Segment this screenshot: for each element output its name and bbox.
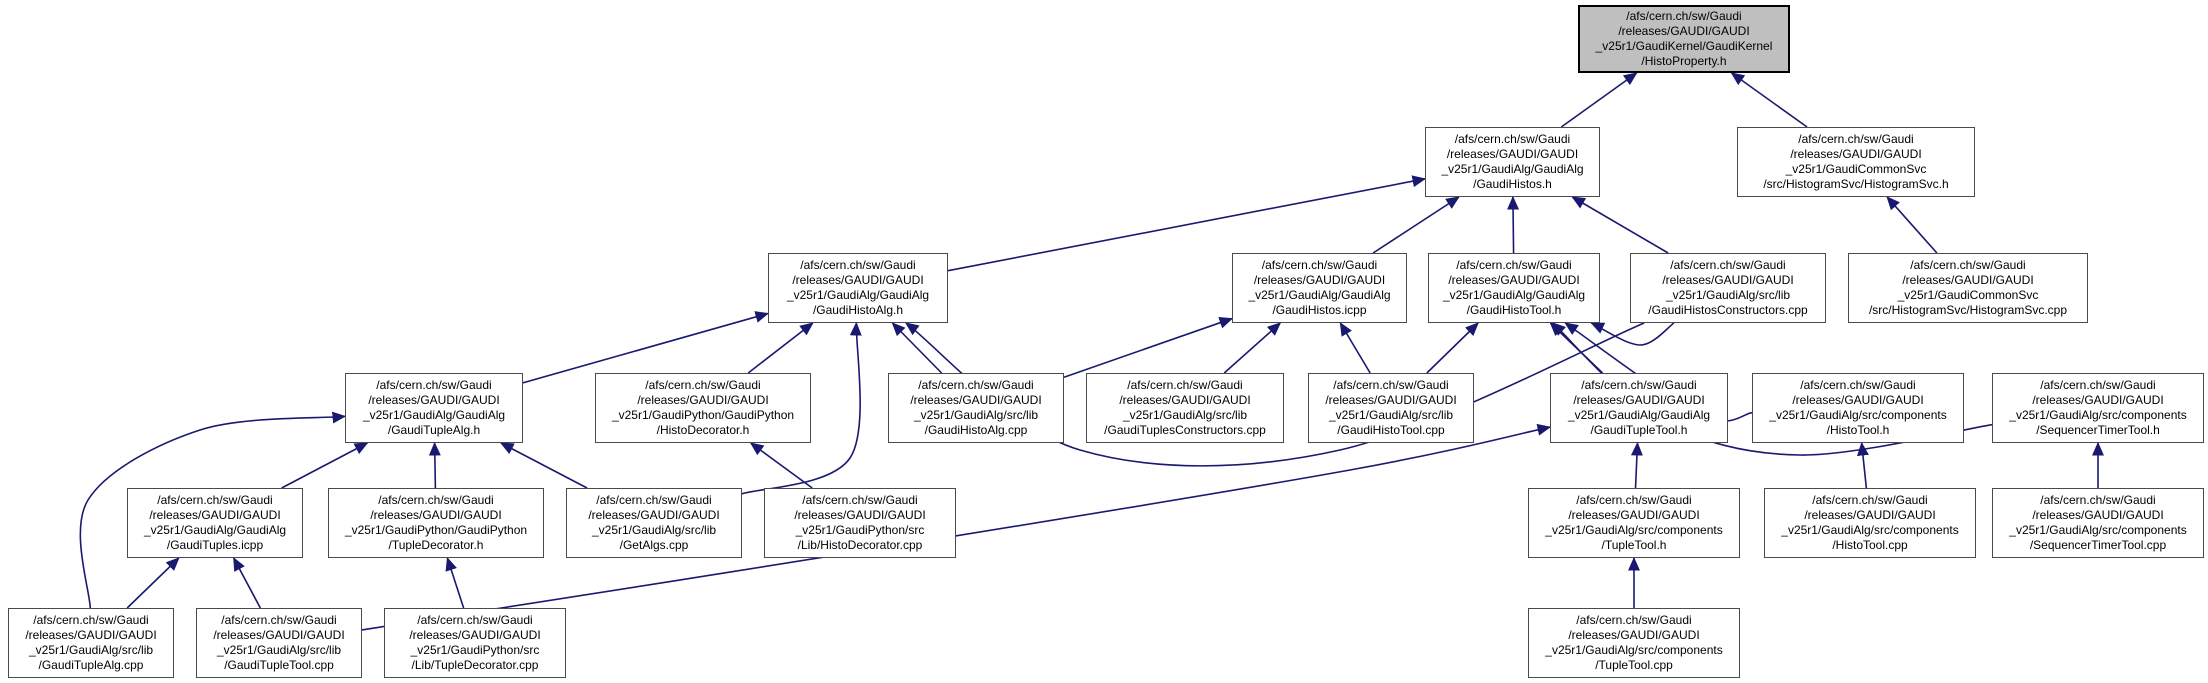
graph-node-HistoProperty_h <box>1578 5 1790 73</box>
node-label-line: /GaudiHistoAlg.h <box>812 303 904 318</box>
node-label-line: /afs/cern.ch/sw/Gaudi <box>645 377 761 392</box>
node-label-line: /afs/cern.ch/sw/Gaudi <box>1127 377 1243 392</box>
node-label-line: /afs/cern.ch/sw/Gaudi <box>1800 377 1916 392</box>
graph-node-SequencerTimerTool_h[interactable] <box>1992 373 2204 443</box>
graph-node-GaudiHistos_h[interactable] <box>1425 127 1600 197</box>
node-label-line: /afs/cern.ch/sw/Gaudi <box>1576 492 1692 507</box>
node-label-line: /GaudiHistoAlg.cpp <box>924 423 1028 438</box>
node-label-line: /GaudiHistoTool.h <box>1466 303 1562 318</box>
graph-node-HistoTool_cpp[interactable] <box>1764 488 1976 558</box>
node-label-line: /afs/cern.ch/sw/Gaudi <box>376 377 492 392</box>
node-label-line: /releases/GAUDI/GAUDI <box>25 627 157 642</box>
node-label-line: /afs/cern.ch/sw/Gaudi <box>1261 257 1378 272</box>
node-label-line: /afs/cern.ch/sw/Gaudi <box>1798 131 1914 146</box>
node-label-line: _v25r1/GaudiAlg/GaudiAlg <box>1567 408 1711 422</box>
graph-node-GaudiTupleTool_h[interactable] <box>1550 373 1728 443</box>
node-label-line: /releases/GAUDI/GAUDI <box>2032 507 2164 522</box>
graph-node-GetAlgs_cpp[interactable] <box>566 488 742 558</box>
node-label-line: /HistoProperty.h <box>1641 54 1727 69</box>
node-label-line: _v25r1/GaudiAlg/src/lib <box>1328 408 1454 422</box>
node-label-line: /releases/GAUDI/GAUDI <box>1325 392 1457 407</box>
node-label-line: /releases/GAUDI/GAUDI <box>1446 146 1579 161</box>
node-label-line: _v25r1/GaudiPython/src <box>795 523 925 537</box>
edge-HistoDecorator_h--GaudiHistoAlg_h <box>748 323 813 373</box>
node-label-line: /releases/GAUDI/GAUDI <box>1573 392 1705 407</box>
node-label-line: /releases/GAUDI/GAUDI <box>588 507 720 522</box>
node-label-line: /afs/cern.ch/sw/Gaudi <box>2040 492 2156 507</box>
node-label-line: _v25r1/GaudiPython/GaudiPython <box>611 408 795 422</box>
node-label-line: _v25r1/GaudiPython/src <box>410 643 540 657</box>
graph-node-TupleTool_cpp[interactable] <box>1528 608 1740 678</box>
node-label-line: _v25r1/GaudiAlg/src/components <box>1545 643 1723 657</box>
graph-node-HistoDecorator_h[interactable] <box>595 373 811 443</box>
node-label-line: /releases/GAUDI/GAUDI <box>910 392 1042 407</box>
node-label-line: _v25r1/GaudiAlg/GaudiAlg <box>1441 162 1584 176</box>
node-label-line: /GaudiHistoTool.cpp <box>1337 423 1445 438</box>
node-label-line: _v25r1/GaudiAlg/src/lib <box>28 643 154 657</box>
node-label-line: /afs/cern.ch/sw/Gaudi <box>1454 131 1571 146</box>
edge-GaudiTupleAlg_cpp--GaudiTuples_icpp <box>127 558 179 608</box>
node-label-line: /releases/GAUDI/GAUDI <box>1448 272 1580 287</box>
edge-GaudiHistoAlg_cpp--GaudiHistos_icpp <box>1064 319 1232 378</box>
edge-GaudiHistoTool_cpp--GaudiHistos_icpp <box>1340 323 1370 373</box>
node-label-line: _v25r1/GaudiAlg/src/lib <box>216 643 342 657</box>
node-label-line: _v25r1/GaudiAlg/GaudiAlg <box>362 408 506 422</box>
node-label-line: /SequencerTimerTool.h <box>2036 423 2160 438</box>
edge-GaudiHistoTool_h--GaudiHistos_h <box>1513 197 1514 253</box>
node-label-line: /releases/GAUDI/GAUDI <box>1790 146 1922 161</box>
node-label-line: /afs/cern.ch/sw/Gaudi <box>1670 257 1786 272</box>
node-label-line: /releases/GAUDI/GAUDI <box>1902 272 2034 287</box>
graph-node-SequencerTimerTool_cpp[interactable] <box>1992 488 2204 558</box>
node-label-line: /GaudiTupleTool.cpp <box>224 658 334 673</box>
node-label-line: /GaudiHistos.icpp <box>1272 303 1367 318</box>
node-label-line: /afs/cern.ch/sw/Gaudi <box>596 492 712 507</box>
node-label-line: /afs/cern.ch/sw/Gaudi <box>800 257 916 272</box>
edge-TupleDecorator_h--GaudiTupleAlg_h <box>435 443 436 488</box>
node-label-line: _v25r1/GaudiAlg/src/lib <box>1665 288 1791 302</box>
node-label-line: /src/HistogramSvc/HistogramSvc.cpp <box>1868 303 2068 318</box>
node-label-line: /releases/GAUDI/GAUDI <box>794 507 926 522</box>
node-label-line: /TupleTool.cpp <box>1595 658 1673 673</box>
node-label-line: /GaudiHistosConstructors.cpp <box>1648 303 1808 318</box>
node-label-line: /releases/GAUDI/GAUDI <box>792 272 924 287</box>
node-label-line: /afs/cern.ch/sw/Gaudi <box>1576 612 1692 627</box>
node-label-line: _v25r1/GaudiCommonSvc <box>1897 288 2039 302</box>
node-label-line: /TupleTool.h <box>1601 538 1667 553</box>
node-label-line: /HistoDecorator.h <box>656 423 750 438</box>
edge-GetAlgs_cpp--GaudiTupleAlg_h <box>501 443 587 488</box>
node-label-line: _v25r1/GaudiAlg/GaudiAlg <box>143 523 287 537</box>
node-label-line: /releases/GAUDI/GAUDI <box>1119 392 1251 407</box>
node-label-line: /afs/cern.ch/sw/Gaudi <box>1333 377 1449 392</box>
node-label-line: /releases/GAUDI/GAUDI <box>2032 392 2164 407</box>
node-label-line: /afs/cern.ch/sw/Gaudi <box>2040 377 2156 392</box>
node-label-line: /afs/cern.ch/sw/Gaudi <box>417 612 533 627</box>
graph-node-GaudiHistos_icpp[interactable] <box>1232 253 1407 323</box>
node-label-line: /releases/GAUDI/GAUDI <box>1792 392 1924 407</box>
node-label-line: _v25r1/GaudiAlg/src/components <box>2009 408 2187 422</box>
graph-node-TupleDecorator_h[interactable] <box>328 488 544 558</box>
node-label-line: _v25r1/GaudiAlg/GaudiAlg <box>1442 288 1586 302</box>
node-label-line: /releases/GAUDI/GAUDI <box>1568 507 1700 522</box>
node-label-line: /afs/cern.ch/sw/Gaudi <box>1626 8 1742 23</box>
node-label-line: /releases/GAUDI/GAUDI <box>1618 23 1750 38</box>
graph-node-GaudiTupleTool_cpp[interactable] <box>196 608 362 678</box>
node-label-line: _v25r1/GaudiAlg/src/components <box>1545 523 1723 537</box>
graph-node-GaudiHistoAlg_cpp[interactable] <box>888 373 1064 443</box>
node-label-line: /afs/cern.ch/sw/Gaudi <box>33 612 149 627</box>
graph-node-TupleTool_h[interactable] <box>1528 488 1740 558</box>
node-label-line: /GaudiTuples.icpp <box>166 538 264 553</box>
node-label-line: /afs/cern.ch/sw/Gaudi <box>221 612 337 627</box>
node-label-line: /Lib/TupleDecorator.cpp <box>411 658 539 673</box>
node-label-line: _v25r1/GaudiAlg/GaudiAlg <box>786 288 930 302</box>
graph-node-HistoTool_h[interactable] <box>1752 373 1964 443</box>
edge-GaudiHistos_h--HistoProperty_h <box>1561 73 1636 127</box>
node-label-line: /afs/cern.ch/sw/Gaudi <box>802 492 918 507</box>
edge-GaudiTuplesConstructors_cpp--GaudiHistos_icpp <box>1224 323 1280 373</box>
node-label-line: /GaudiHistos.h <box>1473 177 1552 192</box>
edge-HistogramSvc_h--HistoProperty_h <box>1732 73 1808 127</box>
node-label-line: _v25r1/GaudiAlg/src/components <box>1769 408 1947 422</box>
node-label-line: /GaudiTuplesConstructors.cpp <box>1104 423 1266 438</box>
node-label-line: /HistoTool.h <box>1826 423 1890 438</box>
edge-GaudiTuples_icpp--GaudiTupleAlg_h <box>282 443 368 488</box>
edge-GaudiTupleTool_cpp--GaudiTuples_icpp <box>234 558 261 608</box>
node-label-line: /releases/GAUDI/GAUDI <box>213 627 345 642</box>
graph-node-GaudiHistoAlg_h[interactable] <box>768 253 948 323</box>
node-label-line: /Lib/HistoDecorator.cpp <box>797 538 923 553</box>
graph-node-GaudiTuplesConstructors_cpp[interactable] <box>1086 373 1284 443</box>
node-label-line: /afs/cern.ch/sw/Gaudi <box>1456 257 1572 272</box>
node-label-line: /releases/GAUDI/GAUDI <box>1662 272 1794 287</box>
node-label-line: /releases/GAUDI/GAUDI <box>1568 627 1700 642</box>
graph-node-TupleDecorator_cpp[interactable] <box>384 608 566 678</box>
node-label-line: _v25r1/GaudiPython/GaudiPython <box>344 523 528 537</box>
edge-HistoDecorator_cpp--HistoDecorator_h <box>751 443 812 488</box>
graph-node-GaudiHistoTool_h[interactable] <box>1428 253 1600 323</box>
node-label-line: /releases/GAUDI/GAUDI <box>149 507 281 522</box>
edge-GaudiHistosConstructors_cpp--GaudiHistos_h <box>1572 197 1668 253</box>
node-label-line: _v25r1/GaudiAlg/src/lib <box>591 523 717 537</box>
node-label-line: /GaudiTupleAlg.cpp <box>38 658 144 673</box>
node-label-line: _v25r1/GaudiAlg/src/lib <box>913 408 1039 422</box>
graph-node-GaudiTupleAlg_h[interactable] <box>345 373 523 443</box>
node-label-line: _v25r1/GaudiAlg/src/lib <box>1122 408 1248 422</box>
node-label-line: _v25r1/GaudiAlg/src/components <box>2009 523 2187 537</box>
node-label-line: _v25r1/GaudiKernel/GaudiKernel <box>1595 39 1773 53</box>
node-label-line: /releases/GAUDI/GAUDI <box>1804 507 1936 522</box>
node-label-line: /releases/GAUDI/GAUDI <box>637 392 769 407</box>
node-label-line: /GetAlgs.cpp <box>619 538 689 553</box>
node-label-line: /afs/cern.ch/sw/Gaudi <box>918 377 1034 392</box>
graph-node-GaudiTuples_icpp[interactable] <box>127 488 303 558</box>
node-label-line: _v25r1/GaudiAlg/src/components <box>1781 523 1959 537</box>
graph-node-HistoDecorator_cpp[interactable] <box>764 488 956 558</box>
node-label-line: /afs/cern.ch/sw/Gaudi <box>1581 377 1697 392</box>
edge-GaudiHistos_icpp--GaudiHistos_h <box>1373 197 1459 253</box>
edge-HistogramSvc_cpp--HistogramSvc_h <box>1887 197 1937 253</box>
edge-TupleDecorator_cpp--TupleDecorator_h <box>447 558 463 608</box>
node-label-line: /releases/GAUDI/GAUDI <box>368 392 500 407</box>
node-label-line: /afs/cern.ch/sw/Gaudi <box>378 492 494 507</box>
edge-GaudiHistoTool_cpp--GaudiHistoTool_h <box>1427 323 1478 373</box>
node-label-line: /GaudiTupleTool.h <box>1590 423 1688 438</box>
node-label-line: _v25r1/GaudiCommonSvc <box>1785 162 1927 176</box>
node-label-line: /releases/GAUDI/GAUDI <box>370 507 502 522</box>
node-label-line: /afs/cern.ch/sw/Gaudi <box>157 492 273 507</box>
node-label-line: /src/HistogramSvc/HistogramSvc.h <box>1763 177 1949 192</box>
node-label-line: /SequencerTimerTool.cpp <box>2029 538 2167 553</box>
node-label-line: /afs/cern.ch/sw/Gaudi <box>1910 257 2026 272</box>
node-label-line: /GaudiTupleAlg.h <box>387 423 481 438</box>
node-label-line: /afs/cern.ch/sw/Gaudi <box>1812 492 1928 507</box>
graph-node-HistogramSvc_cpp[interactable] <box>1848 253 2088 323</box>
node-label-line: /releases/GAUDI/GAUDI <box>1253 272 1386 287</box>
node-label-line: /TupleDecorator.h <box>388 538 484 553</box>
edge-TupleTool_h--GaudiTupleTool_h <box>1636 443 1638 488</box>
node-label-line: /HistoTool.cpp <box>1832 538 1908 553</box>
node-label-line: /releases/GAUDI/GAUDI <box>409 627 541 642</box>
graph-node-GaudiTupleAlg_cpp[interactable] <box>8 608 174 678</box>
graph-node-HistogramSvc_h[interactable] <box>1737 127 1975 197</box>
graph-node-GaudiHistosConstructors_cpp[interactable] <box>1630 253 1826 323</box>
node-label-line: _v25r1/GaudiAlg/GaudiAlg <box>1248 288 1391 302</box>
graph-node-GaudiHistoTool_cpp[interactable] <box>1308 373 1474 443</box>
